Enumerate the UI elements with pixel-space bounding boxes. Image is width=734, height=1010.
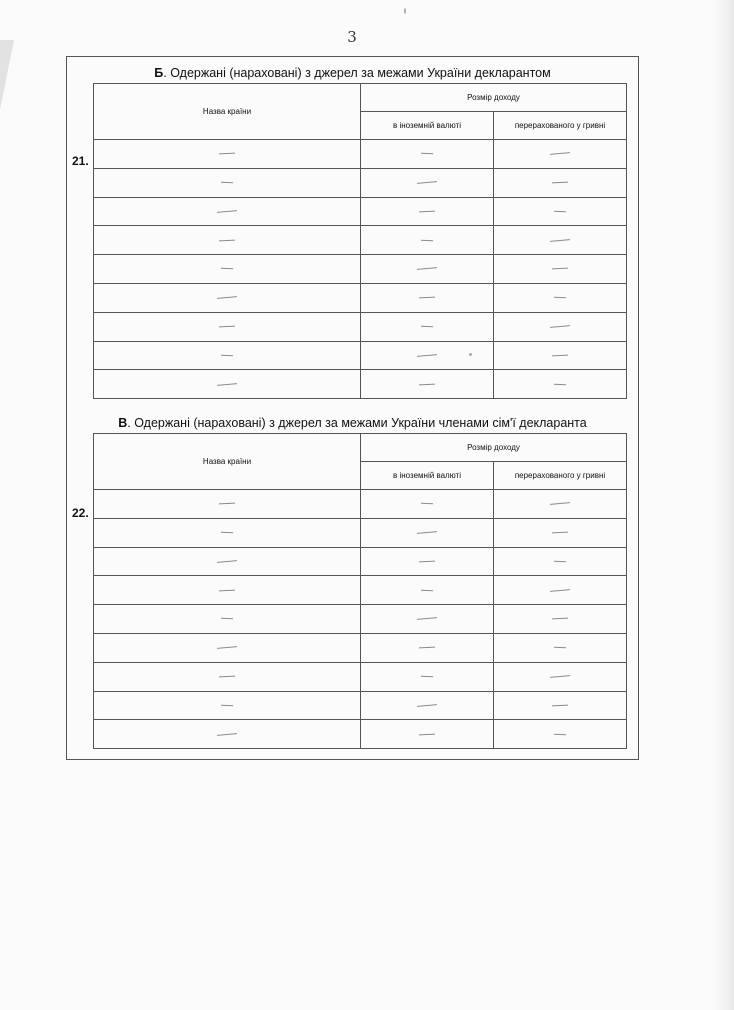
foreign-currency-cell bbox=[361, 518, 494, 547]
section-letter: Б bbox=[154, 66, 164, 80]
foreign-currency-cell bbox=[361, 490, 494, 519]
foreign-currency-cell bbox=[361, 312, 494, 341]
handwritten-dash bbox=[417, 531, 437, 534]
country-cell bbox=[94, 720, 361, 749]
converted-uah-cell bbox=[494, 312, 627, 341]
table-row bbox=[94, 691, 627, 720]
handwritten-dash bbox=[219, 239, 235, 241]
country-cell bbox=[94, 490, 361, 519]
page-edge-shadow bbox=[712, 0, 734, 1010]
handwritten-dash bbox=[419, 560, 435, 562]
converted-uah-cell bbox=[494, 140, 627, 169]
handwritten-dash bbox=[552, 532, 568, 534]
handwritten-dash bbox=[419, 210, 435, 212]
section-title-b bbox=[66, 66, 639, 80]
handwritten-dash bbox=[221, 355, 233, 356]
converted-uah-cell bbox=[494, 605, 627, 634]
handwritten-dash bbox=[419, 647, 435, 649]
handwritten-dash bbox=[421, 503, 433, 504]
handwritten-dash bbox=[417, 267, 437, 270]
handwritten-dash bbox=[217, 296, 237, 299]
handwritten-dash bbox=[219, 326, 235, 328]
handwritten-dash bbox=[552, 354, 568, 356]
foreign-currency-cell bbox=[361, 283, 494, 312]
converted-uah-cell bbox=[494, 576, 627, 605]
header-converted-uah: перерахованого у гривні bbox=[494, 462, 627, 490]
handwritten-dash bbox=[550, 325, 570, 328]
handwritten-dash bbox=[219, 676, 235, 678]
foreign-currency-cell bbox=[361, 370, 494, 399]
table-row bbox=[94, 662, 627, 691]
table-row bbox=[94, 341, 627, 370]
table-row bbox=[94, 605, 627, 634]
income-table-declarant bbox=[93, 83, 627, 399]
converted-uah-cell bbox=[494, 168, 627, 197]
handwritten-dash bbox=[421, 676, 433, 677]
section-row-number: 21. bbox=[72, 154, 89, 168]
converted-uah-cell bbox=[494, 547, 627, 576]
country-cell bbox=[94, 255, 361, 284]
header-country: Назва країни bbox=[94, 84, 361, 140]
handwritten-dash bbox=[417, 181, 437, 184]
handwritten-dash bbox=[554, 733, 566, 734]
table-row bbox=[94, 370, 627, 399]
handwritten-dash bbox=[217, 646, 237, 649]
table-body bbox=[94, 140, 627, 399]
converted-uah-cell bbox=[494, 341, 627, 370]
table-row bbox=[94, 490, 627, 519]
handwritten-dash bbox=[554, 383, 566, 384]
country-cell bbox=[94, 370, 361, 399]
income-table-family bbox=[93, 433, 627, 749]
foreign-currency-cell bbox=[361, 662, 494, 691]
handwritten-dash bbox=[552, 618, 568, 620]
section-letter: В bbox=[118, 416, 128, 430]
country-cell bbox=[94, 547, 361, 576]
handwritten-dash bbox=[417, 704, 437, 707]
handwritten-dash bbox=[219, 503, 235, 505]
handwritten-dash bbox=[419, 297, 435, 299]
country-cell bbox=[94, 633, 361, 662]
handwritten-dash bbox=[550, 502, 570, 505]
foreign-currency-cell bbox=[361, 633, 494, 662]
converted-uah-cell bbox=[494, 226, 627, 255]
handwritten-dash bbox=[550, 675, 570, 678]
handwritten-dash bbox=[221, 532, 233, 533]
table-row bbox=[94, 255, 627, 284]
table-row bbox=[94, 633, 627, 662]
section-row-number: 22. bbox=[72, 506, 89, 520]
handwritten-dash bbox=[217, 383, 237, 386]
handwritten-dash bbox=[554, 297, 566, 298]
handwritten-dash bbox=[217, 733, 237, 736]
country-cell bbox=[94, 341, 361, 370]
handwritten-dash bbox=[421, 153, 433, 154]
table-row bbox=[94, 140, 627, 169]
country-cell bbox=[94, 312, 361, 341]
table-row bbox=[94, 576, 627, 605]
header-income-size: Розмір доходу bbox=[361, 84, 627, 112]
foreign-currency-cell bbox=[361, 720, 494, 749]
converted-uah-cell bbox=[494, 720, 627, 749]
table-row bbox=[94, 312, 627, 341]
converted-uah-cell bbox=[494, 490, 627, 519]
foreign-currency-cell bbox=[361, 576, 494, 605]
handwritten-dash bbox=[552, 268, 568, 270]
page-number: 3 bbox=[347, 28, 357, 46]
handwritten-dash bbox=[552, 182, 568, 184]
handwritten-dash bbox=[217, 210, 237, 213]
handwritten-dash bbox=[554, 647, 566, 648]
handwritten-dash bbox=[219, 589, 235, 591]
header-country: Назва країни bbox=[94, 434, 361, 490]
section-title-text: . Одержані (нараховані) з джерел за межами України декларантом bbox=[163, 66, 551, 80]
country-cell bbox=[94, 605, 361, 634]
handwritten-dash bbox=[550, 152, 570, 155]
header-foreign-currency: в іноземній валюті bbox=[361, 462, 494, 490]
handwritten-dash bbox=[421, 589, 433, 590]
handwritten-dash bbox=[421, 326, 433, 327]
foreign-currency-cell bbox=[361, 168, 494, 197]
foreign-currency-cell bbox=[361, 140, 494, 169]
page-fold-shadow bbox=[0, 40, 14, 110]
table-row bbox=[94, 226, 627, 255]
section-title-text: . Одержані (нараховані) з джерел за межами України членами сім'ї декларанта bbox=[127, 416, 587, 430]
country-cell bbox=[94, 226, 361, 255]
foreign-currency-cell bbox=[361, 691, 494, 720]
converted-uah-cell bbox=[494, 283, 627, 312]
converted-uah-cell bbox=[494, 633, 627, 662]
handwritten-dash bbox=[221, 182, 233, 183]
foreign-currency-cell bbox=[361, 226, 494, 255]
handwritten-dash bbox=[554, 561, 566, 562]
converted-uah-cell bbox=[494, 370, 627, 399]
handwritten-dash bbox=[419, 733, 435, 735]
foreign-currency-cell bbox=[361, 255, 494, 284]
header-income-size: Розмір доходу bbox=[361, 434, 627, 462]
table-row bbox=[94, 547, 627, 576]
foreign-currency-cell bbox=[361, 547, 494, 576]
handwritten-dash bbox=[221, 268, 233, 269]
handwritten-dash bbox=[421, 239, 433, 240]
country-cell bbox=[94, 518, 361, 547]
table-row bbox=[94, 518, 627, 547]
country-cell bbox=[94, 576, 361, 605]
country-cell bbox=[94, 197, 361, 226]
handwritten-dash bbox=[554, 211, 566, 212]
section-title-v bbox=[66, 416, 639, 430]
foreign-currency-cell bbox=[361, 605, 494, 634]
converted-uah-cell bbox=[494, 197, 627, 226]
country-cell bbox=[94, 283, 361, 312]
converted-uah-cell bbox=[494, 691, 627, 720]
handwritten-dash bbox=[221, 618, 233, 619]
header-converted-uah: перерахованого у гривні bbox=[494, 112, 627, 140]
table-row bbox=[94, 720, 627, 749]
handwritten-dash bbox=[221, 705, 233, 706]
country-cell bbox=[94, 140, 361, 169]
foreign-currency-cell bbox=[361, 197, 494, 226]
country-cell bbox=[94, 168, 361, 197]
converted-uah-cell bbox=[494, 255, 627, 284]
converted-uah-cell bbox=[494, 518, 627, 547]
handwritten-dash bbox=[417, 617, 437, 620]
handwritten-dash bbox=[552, 704, 568, 706]
table-row bbox=[94, 168, 627, 197]
table-row bbox=[94, 283, 627, 312]
handwritten-dash bbox=[550, 239, 570, 242]
country-cell bbox=[94, 662, 361, 691]
table-body bbox=[94, 490, 627, 749]
handwritten-dash bbox=[219, 153, 235, 155]
scan-speck bbox=[404, 8, 406, 14]
table-row bbox=[94, 197, 627, 226]
country-cell bbox=[94, 691, 361, 720]
scan-speck bbox=[469, 353, 472, 356]
header-foreign-currency: в іноземній валюті bbox=[361, 112, 494, 140]
handwritten-dash bbox=[417, 354, 437, 357]
handwritten-dash bbox=[419, 383, 435, 385]
handwritten-dash bbox=[217, 560, 237, 563]
foreign-currency-cell bbox=[361, 341, 494, 370]
handwritten-dash bbox=[550, 589, 570, 592]
converted-uah-cell bbox=[494, 662, 627, 691]
